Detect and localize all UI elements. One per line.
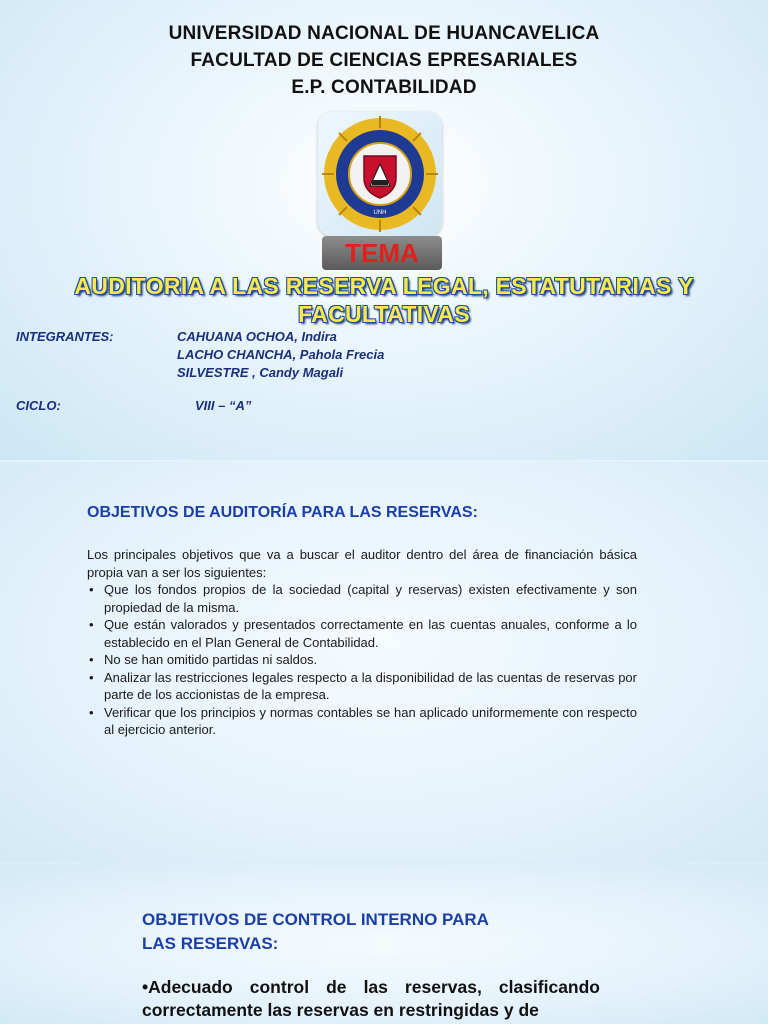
member-name: CAHUANA OCHOA, Indira xyxy=(177,329,337,344)
cover-slide xyxy=(0,0,768,460)
school-name: E.P. CONTABILIDAD xyxy=(291,77,477,98)
member-name: LACHO CHANCHA, Pahola Frecia xyxy=(177,347,385,362)
tema-badge xyxy=(322,236,442,270)
slide-heading xyxy=(142,908,602,956)
presentation-title: AUDITORIA A LAS RESERVA LEGAL, ESTATUTARIAS Y FACULTATIVAS xyxy=(74,273,694,327)
member-list xyxy=(177,328,577,382)
intro-paragraph: Los principales objetivos que va a buscar el auditor dentro del área de financiación básica propia van a ser los siguientes: xyxy=(87,547,637,580)
seal-logo xyxy=(318,112,442,236)
objetivos-auditoria-slide xyxy=(0,462,768,862)
tema-label: TEMA xyxy=(345,238,419,268)
ciclo-value: VIII – “A” xyxy=(195,398,252,413)
list-item: • Verificar que los principios y normas contables se han aplicado uniformemente con respecto al ejercicio anterior. xyxy=(87,704,637,739)
university-header xyxy=(0,20,768,101)
slide-heading: OBJETIVOS DE AUDITORÍA PARA LAS RESERVAS: xyxy=(87,504,478,521)
integrantes-label: INTEGRANTES: xyxy=(16,329,114,344)
member-name: SILVESTRE , Candy Magali xyxy=(177,365,344,380)
ciclo-label: CICLO: xyxy=(16,398,61,413)
objetivos-control-slide xyxy=(0,864,768,1024)
seal-icon xyxy=(320,114,440,234)
objectives-list xyxy=(87,581,637,739)
seal-text: UNH xyxy=(373,210,387,216)
control-paragraph: •Adecuado control de las reservas, clasificando correctamente las reservas en restringidas y de xyxy=(142,977,600,1020)
list-item: • Analizar las restricciones legales respecto a la disponibilidad de las cuentas de reservas por parte de los accionistas de la empresa. xyxy=(87,669,637,704)
list-item: • No se han omitido partidas ni saldos. xyxy=(87,651,637,669)
list-item: • Que están valorados y presentados correctamente en las cuentas anuales, conforme a lo establecido en el Plan General de Contabilidad. xyxy=(87,616,637,651)
ciclo-block xyxy=(16,398,252,413)
heading-line: OBJETIVOS DE CONTROL INTERNO PARA xyxy=(142,910,489,929)
heading-line: LAS RESERVAS: xyxy=(142,934,279,953)
faculty-name: FACULTAD DE CIENCIAS EPRESARIALES xyxy=(190,50,578,71)
slide-body xyxy=(87,546,637,739)
university-name: UNIVERSIDAD NACIONAL DE HUANCAVELICA xyxy=(168,23,600,44)
list-item: • Que los fondos propios de la sociedad (capital y reservas) existen efectivamente y son propiedad de la misma. xyxy=(87,581,637,616)
